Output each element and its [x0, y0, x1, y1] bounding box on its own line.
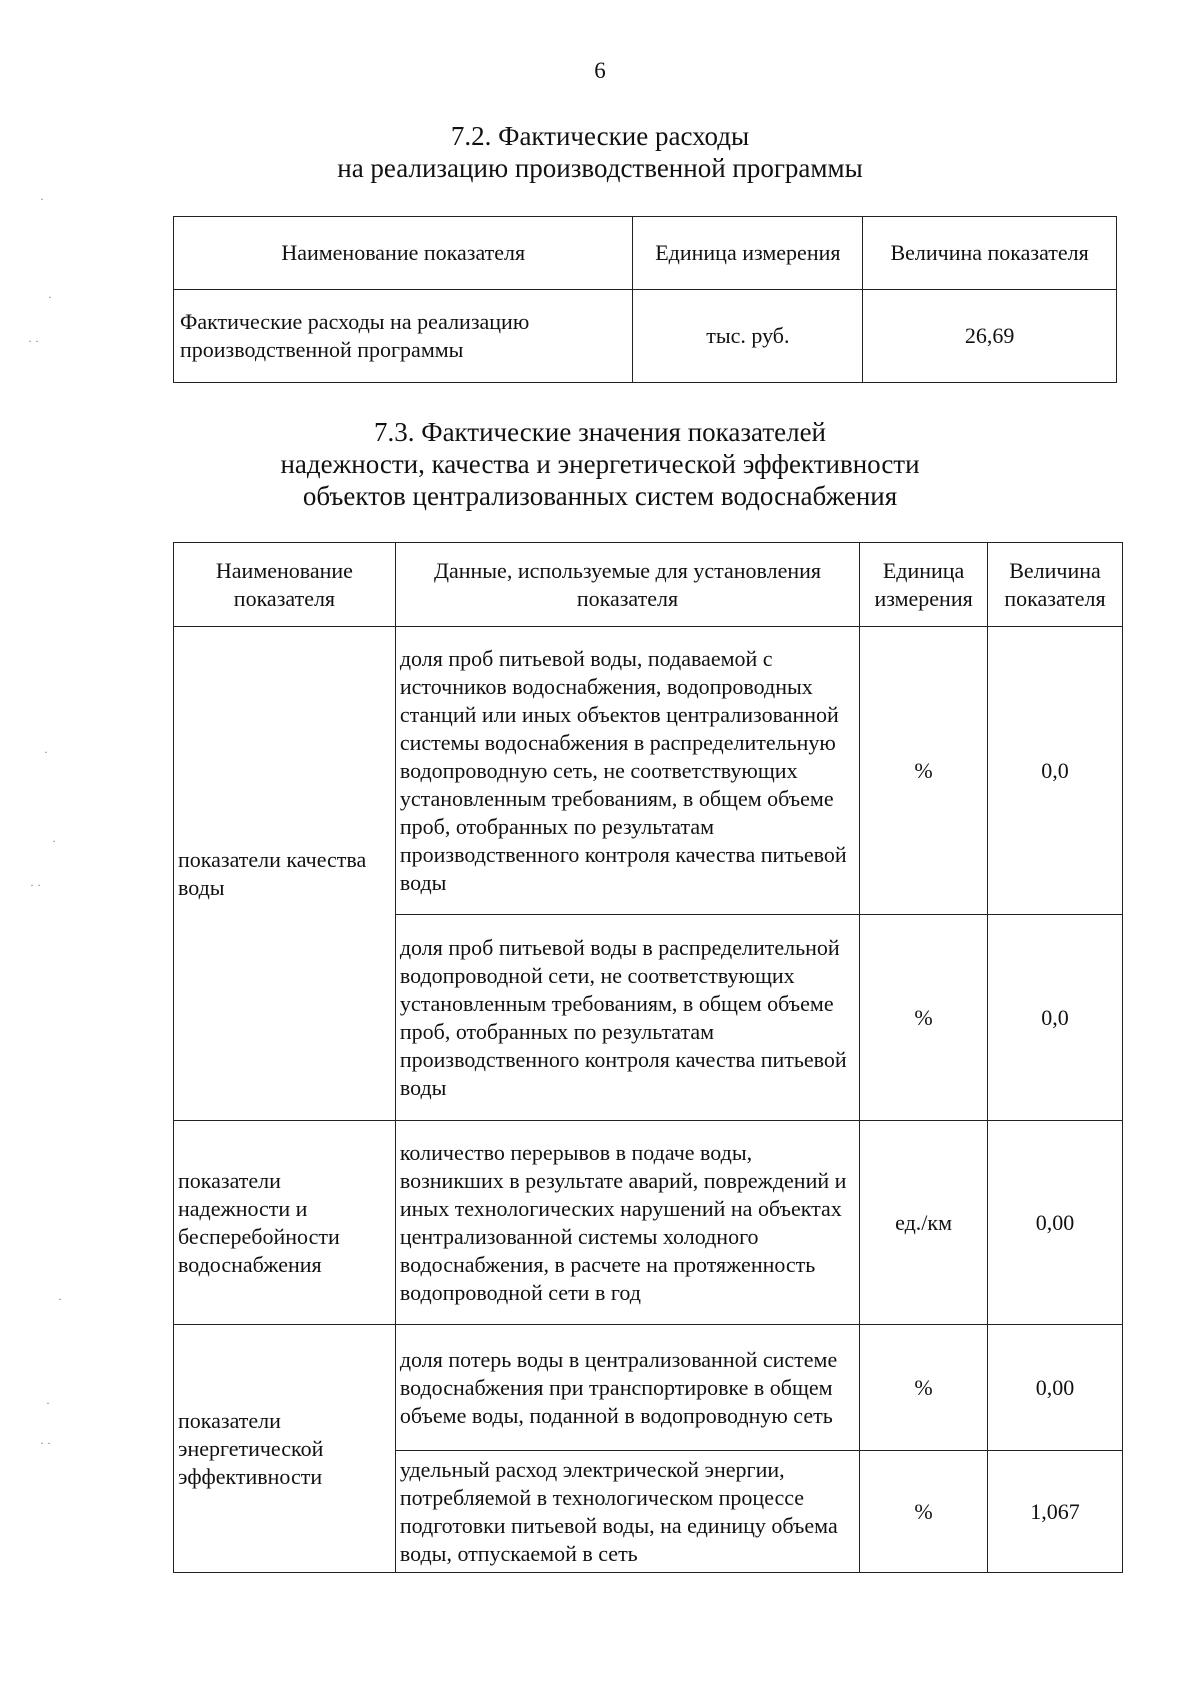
- row-unit: %: [860, 627, 988, 915]
- title-line: 7.3. Фактические значения показателей: [373, 417, 827, 447]
- row-value: 26,69: [863, 290, 1117, 383]
- scan-speck: · ·: [30, 878, 41, 892]
- indicators-table: [173, 542, 1123, 1573]
- page-number: 6: [594, 58, 606, 83]
- row-unit: %: [860, 1451, 988, 1573]
- title-line: объектов централизованных систем водоснабжения: [302, 481, 898, 511]
- table-row: [174, 627, 1123, 915]
- table-row: [174, 1325, 1123, 1451]
- scan-speck: ·: [46, 1396, 50, 1410]
- row-value: 0,00: [988, 1325, 1123, 1451]
- row-data: удельный расход электрической энергии, потребляемой в технологическом процессе подготовки питьевой воды, на единицу объема воды, отпускаемой в сеть: [395, 1451, 859, 1573]
- table-header-row: [174, 217, 1117, 290]
- table-header-row: [174, 543, 1123, 627]
- row-value: 0,0: [988, 915, 1123, 1121]
- header-value: Величина показателя: [863, 217, 1117, 290]
- row-value: 0,00: [988, 1121, 1123, 1325]
- header-value: Величина показателя: [988, 543, 1123, 627]
- row-data: доля проб питьевой воды в распределительной водопроводной сети, не соответствующих установленным требованиям, в общем объеме проб, отобранных по результатам производственного контроля качества питьевой воды: [395, 915, 859, 1121]
- scan-speck: · ·: [40, 1436, 51, 1450]
- group-name-energy: показатели энергетической эффективности: [174, 1325, 396, 1573]
- scan-speck: ·: [52, 834, 56, 848]
- title-line: 7.2. Фактические расходы: [450, 121, 750, 151]
- scan-speck: ·: [58, 1292, 62, 1306]
- section-7-2-title: [0, 120, 1200, 184]
- row-unit: ед./км: [860, 1121, 988, 1325]
- row-data: количество перерывов в подаче воды, возникших в результате аварий, повреждений и иных технологических нарушений на объектах централизованной системы холодного водоснабжения, в расчете на протяженность водопроводной сети в год: [395, 1121, 859, 1325]
- group-name-quality: показатели качества воды: [174, 627, 396, 1121]
- row-unit: %: [860, 1325, 988, 1451]
- header-name: Наименование показателя: [174, 543, 396, 627]
- scan-speck: ·: [40, 192, 44, 206]
- header-name: Наименование показателя: [174, 217, 633, 290]
- costs-table: [173, 216, 1117, 383]
- title-line: надежности, качества и энергетической эффективности: [280, 449, 920, 479]
- table-row: [174, 1121, 1123, 1325]
- table-row: [174, 290, 1117, 383]
- scan-speck: ·: [48, 290, 52, 304]
- section-7-3-title: [0, 416, 1200, 512]
- row-unit: тыс. руб.: [633, 290, 863, 383]
- row-name: Фактические расходы на реализацию производственной программы: [174, 290, 633, 383]
- header-unit: Единица измерения: [633, 217, 863, 290]
- header-unit: Единица измерения: [860, 543, 988, 627]
- row-value: 0,0: [988, 627, 1123, 915]
- title-line: на реализацию производственной программы: [337, 153, 863, 183]
- header-data: Данные, используемые для установления показателя: [395, 543, 859, 627]
- row-unit: %: [860, 915, 988, 1121]
- row-value: 1,067: [988, 1451, 1123, 1573]
- scan-speck: · ·: [28, 334, 39, 348]
- row-data: доля потерь воды в централизованной системе водоснабжения при транспортировке в общем объеме воды, поданной в водопроводную сеть: [395, 1325, 859, 1451]
- scan-speck: ·: [44, 745, 48, 759]
- group-name-reliability: показатели надежности и бесперебойности водоснабжения: [174, 1121, 396, 1325]
- row-data: доля проб питьевой воды, подаваемой с источников водоснабжения, водопроводных станций или иных объектов централизованной системы водоснабжения в распределительную водопроводную сеть, не соответствующих установленным требованиям, в общем объеме проб, отобранных по результатам производственного контроля качества питьевой воды: [395, 627, 859, 915]
